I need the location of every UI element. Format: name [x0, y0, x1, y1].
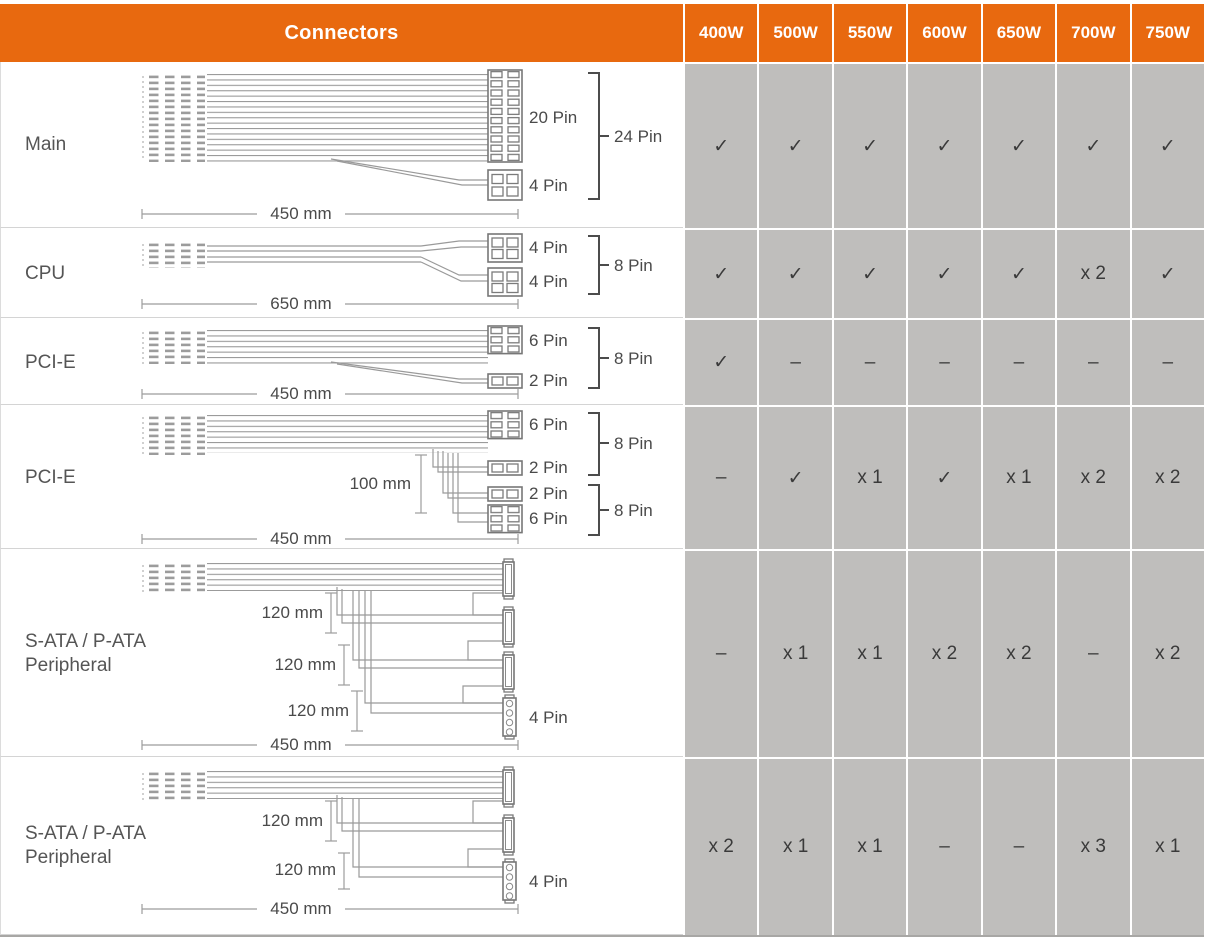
diagram-sata-peripheral-2seg — [0, 757, 683, 935]
cable-bundle — [207, 74, 488, 162]
connector-2pin — [488, 487, 522, 501]
value-cell: ✓ — [832, 62, 906, 228]
value-cell: – — [906, 757, 980, 935]
value-cell: – — [683, 549, 757, 757]
row-pcie-single — [0, 318, 1204, 405]
diagram-sata-peripheral-3seg — [0, 549, 683, 757]
connectors-header: Connectors — [0, 4, 683, 62]
segment-length-label: 120 mm — [274, 860, 336, 879]
connector-sata — [503, 815, 514, 855]
pin-label: 4 Pin — [529, 238, 568, 257]
cable-sleeve — [147, 330, 205, 364]
value-cell: – — [906, 318, 980, 405]
pin-label: 2 Pin — [529, 458, 568, 477]
diagram-pcie-8pin — [0, 318, 683, 405]
row-sata-peripheral-2 — [0, 757, 1204, 935]
row-cpu — [0, 228, 1204, 318]
value-cell: – — [832, 318, 906, 405]
connector-2pin — [488, 374, 522, 388]
value-cell: ✓ — [757, 62, 831, 228]
segment-length-label: 120 mm — [274, 655, 336, 674]
connector-6pin — [488, 326, 522, 354]
pin-label: 2 Pin — [529, 484, 568, 503]
column-header-650w: 650W — [981, 4, 1055, 62]
value-cell: ✓ — [906, 405, 980, 549]
value-cell: – — [757, 318, 831, 405]
connector-sata — [503, 652, 514, 692]
value-cell: – — [981, 757, 1055, 935]
table-bottom-border — [0, 935, 1204, 937]
row-main — [0, 62, 1204, 228]
connector-sata — [503, 767, 514, 807]
value-cell: x 2 — [981, 549, 1055, 757]
pin-label: 6 Pin — [529, 415, 568, 434]
value-cell: x 1 — [981, 405, 1055, 549]
connector-sata — [503, 607, 514, 647]
row-label: CPU — [25, 263, 66, 284]
length-label: 450 mm — [270, 204, 332, 223]
value-cell: – — [683, 405, 757, 549]
segment-length-label: 120 mm — [261, 603, 323, 622]
value-cell: x 2 — [1130, 405, 1204, 549]
value-cell: ✓ — [683, 318, 757, 405]
pin-label: 4 Pin — [529, 872, 568, 891]
cable-bundle — [207, 330, 488, 364]
connector-4pin — [488, 268, 522, 296]
value-cell: x 1 — [832, 549, 906, 757]
row-label: PCI-E — [25, 467, 76, 488]
cable-sleeve — [147, 563, 205, 593]
pin-label: 4 Pin — [529, 272, 568, 291]
connector-6pin — [488, 505, 522, 533]
connector-molex-4pin — [503, 695, 516, 739]
branch-length-label: 100 mm — [349, 474, 411, 493]
connector-2pin — [488, 461, 522, 475]
value-cell: x 1 — [832, 757, 906, 935]
connector-sata — [503, 559, 514, 599]
cable-bundle — [207, 771, 503, 799]
length-label: 450 mm — [270, 735, 332, 754]
connector-6pin — [488, 411, 522, 439]
connector-4pin — [488, 170, 522, 200]
value-cell: ✓ — [683, 228, 757, 318]
group-label: 8 Pin — [614, 349, 653, 368]
group-label: 8 Pin — [614, 434, 653, 453]
column-header-500w: 500W — [757, 4, 831, 62]
cable-bundle — [207, 563, 503, 591]
connector-molex-4pin — [503, 859, 516, 903]
value-cell: ✓ — [683, 62, 757, 228]
length-label: 450 mm — [270, 899, 332, 918]
group-label: 8 Pin — [614, 256, 653, 275]
value-cell: ✓ — [1130, 62, 1204, 228]
value-cell: x 2 — [1055, 228, 1129, 318]
value-cell: ✓ — [906, 228, 980, 318]
value-cell: x 3 — [1055, 757, 1129, 935]
value-cell: x 2 — [1055, 405, 1129, 549]
row-label: PCI-E — [25, 352, 76, 373]
pin-label: 20 Pin — [529, 108, 578, 127]
cable-sleeve — [147, 415, 205, 455]
value-cell: – — [1055, 549, 1129, 757]
value-cell: ✓ — [906, 62, 980, 228]
value-cell: ✓ — [1055, 62, 1129, 228]
value-cell: ✓ — [832, 228, 906, 318]
value-cell: ✓ — [981, 228, 1055, 318]
row-label-line2: Peripheral — [25, 847, 112, 868]
segment-length-label: 120 mm — [261, 811, 323, 830]
pin-label: 6 Pin — [529, 509, 568, 528]
cable-bundle — [207, 415, 488, 453]
pin-label: 6 Pin — [529, 331, 568, 350]
segment-length-label: 120 mm — [287, 701, 349, 720]
value-cell: x 1 — [1130, 757, 1204, 935]
row-label-line2: Peripheral — [25, 655, 112, 676]
column-header-550w: 550W — [832, 4, 906, 62]
row-label: Main — [25, 134, 67, 155]
value-cell: x 1 — [757, 757, 831, 935]
diagram-pcie-dual-8pin — [0, 405, 683, 549]
group-label: 8 Pin — [614, 501, 653, 520]
row-label: S-ATA / P-ATA — [25, 631, 147, 652]
cable-sleeve — [147, 242, 205, 268]
length-label: 650 mm — [270, 294, 332, 313]
value-cell: ✓ — [1130, 228, 1204, 318]
column-header-750w: 750W — [1130, 4, 1204, 62]
column-header-600w: 600W — [906, 4, 980, 62]
row-label: S-ATA / P-ATA — [25, 823, 147, 844]
length-label: 450 mm — [270, 384, 332, 403]
value-cell: ✓ — [757, 405, 831, 549]
row-sata-peripheral-1 — [0, 549, 1204, 757]
length-label: 450 mm — [270, 529, 332, 547]
value-cell: x 1 — [832, 405, 906, 549]
value-cell: x 2 — [683, 757, 757, 935]
value-cell: – — [1130, 318, 1204, 405]
table-header-row — [0, 4, 1204, 62]
connector-20pin — [488, 70, 522, 162]
pin-label: 4 Pin — [529, 708, 568, 727]
column-header-700w: 700W — [1055, 4, 1129, 62]
pin-label: 4 Pin — [529, 176, 568, 195]
pin-label: 2 Pin — [529, 371, 568, 390]
value-cell: x 1 — [757, 549, 831, 757]
diagram-main-24pin — [0, 62, 683, 228]
column-header-400w: 400W — [683, 4, 757, 62]
connector-4pin — [488, 234, 522, 262]
value-cell: – — [981, 318, 1055, 405]
value-cell: x 2 — [1130, 549, 1204, 757]
value-cell: x 2 — [906, 549, 980, 757]
value-cell: ✓ — [757, 228, 831, 318]
cable-sleeve — [147, 771, 205, 801]
group-label: 24 Pin — [614, 127, 663, 146]
cable-sleeve — [147, 74, 205, 162]
diagram-cpu-8pin — [0, 228, 683, 318]
value-cell: – — [1055, 318, 1129, 405]
value-cell: ✓ — [981, 62, 1055, 228]
row-pcie-dual — [0, 405, 1204, 549]
